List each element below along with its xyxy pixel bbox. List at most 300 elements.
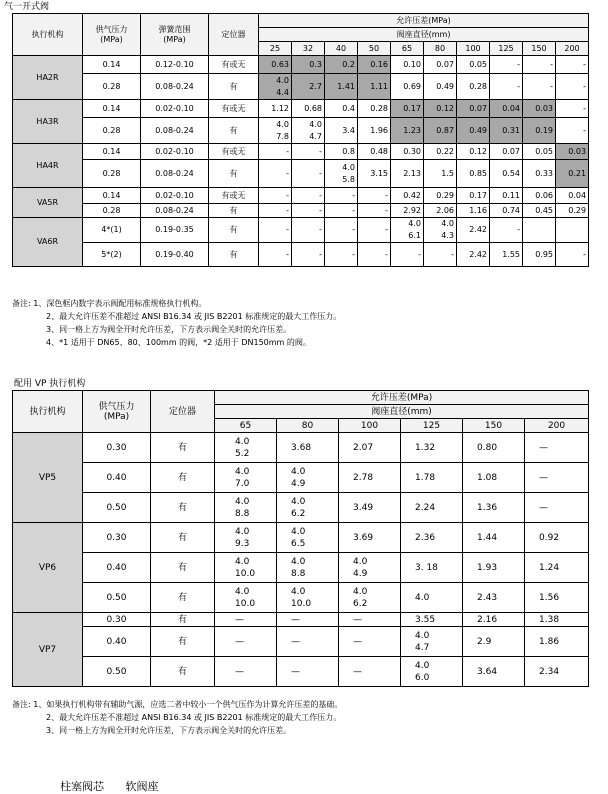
vp-value: — bbox=[235, 636, 244, 647]
value: 0.30 bbox=[403, 146, 421, 156]
vp-value-closed: 6.5 bbox=[291, 538, 306, 549]
positioner-cell bbox=[209, 144, 259, 160]
supply-cell-text: 0.28 bbox=[102, 205, 121, 215]
vp-value-cell bbox=[277, 493, 339, 523]
value-cell bbox=[490, 160, 523, 188]
table-air-open bbox=[12, 13, 589, 267]
value-cell bbox=[556, 160, 589, 188]
value-cell bbox=[523, 243, 556, 267]
vp-diameter-label: 125 bbox=[422, 420, 441, 431]
value: - bbox=[286, 225, 289, 234]
value-cell bbox=[292, 204, 325, 218]
value-cell bbox=[292, 160, 325, 188]
vp-value-cell bbox=[401, 657, 463, 687]
value-cell bbox=[523, 74, 556, 100]
value-cell bbox=[259, 74, 292, 100]
value: 0.95 bbox=[535, 249, 553, 259]
value: - bbox=[451, 249, 454, 259]
supply-cell-text: 0.28 bbox=[102, 125, 121, 135]
vp-value-cell bbox=[215, 493, 277, 523]
value: 0.07 bbox=[469, 103, 487, 113]
vp-value: — bbox=[291, 636, 300, 647]
vp-supply-cell bbox=[83, 553, 151, 583]
footer-plunger-core: 柱塞阀芯 bbox=[60, 780, 104, 793]
value-cell bbox=[556, 144, 589, 160]
spring-cell-text: 0.12-0.10 bbox=[155, 59, 194, 69]
header-actuator-label: 执行机构 bbox=[31, 29, 64, 39]
vp-value-open: 4.0 bbox=[291, 586, 306, 597]
vp-value: — bbox=[353, 614, 362, 625]
value-cell bbox=[424, 243, 457, 267]
vp-value-cell bbox=[401, 493, 463, 523]
vp-supply-cell bbox=[83, 463, 151, 493]
supply-cell-text: 5*(2) bbox=[101, 249, 122, 259]
supply-cell bbox=[83, 100, 141, 118]
vp-value-cell bbox=[463, 627, 525, 657]
actuator-label: VA5R bbox=[36, 197, 59, 207]
vp-value-cell bbox=[215, 613, 277, 627]
vp-actuator-cell bbox=[13, 523, 83, 613]
value-cell bbox=[292, 74, 325, 100]
note-line: 备注: 1、深色框内数字表示阀配用标准规格执行机构。 bbox=[12, 299, 207, 308]
vp-value-cell bbox=[277, 657, 339, 687]
vp-value-cell bbox=[215, 463, 277, 493]
vp-value-cell bbox=[401, 523, 463, 553]
actuator-label: HA4R bbox=[36, 160, 59, 170]
value-cell bbox=[424, 118, 457, 144]
value: 1.41 bbox=[337, 81, 355, 91]
value: 0.31 bbox=[502, 125, 520, 135]
actuator-cell bbox=[13, 100, 83, 144]
header-diameter bbox=[490, 42, 523, 56]
value: 0.63 bbox=[271, 59, 289, 69]
positioner-cell bbox=[209, 243, 259, 267]
value: - bbox=[385, 205, 388, 215]
vp-value-cell bbox=[463, 463, 525, 493]
vp-value: 4.0 bbox=[415, 592, 430, 603]
spring-cell-text: 0.02-0.10 bbox=[155, 103, 194, 113]
value: - bbox=[286, 249, 289, 259]
spring-cell bbox=[141, 100, 209, 118]
value: 0.2 bbox=[342, 59, 355, 69]
vp-value: — bbox=[353, 666, 362, 677]
value-cell bbox=[490, 204, 523, 218]
section1-title: 气一开式阀 bbox=[4, 2, 50, 12]
vp-value: 2.9 bbox=[477, 636, 492, 647]
vp-value: 3.55 bbox=[415, 614, 436, 625]
spring-cell-text: 0.08-0.24 bbox=[155, 205, 194, 215]
value: 2.92 bbox=[403, 205, 421, 215]
value: - bbox=[352, 225, 355, 234]
value-open: 4.0 bbox=[276, 75, 289, 85]
value-cell bbox=[358, 144, 391, 160]
value-closed: 5.8 bbox=[342, 174, 355, 184]
value-cell bbox=[424, 218, 457, 243]
vp-value-closed: 7.0 bbox=[235, 478, 250, 489]
vp-header-positioner-label: 定位器 bbox=[168, 406, 196, 417]
value-cell bbox=[457, 188, 490, 204]
value-cell bbox=[424, 160, 457, 188]
value-cell bbox=[490, 144, 523, 160]
value-closed: 7.8 bbox=[276, 131, 289, 141]
vp-value-cell bbox=[463, 583, 525, 613]
vp-supply-cell bbox=[83, 583, 151, 613]
value-cell bbox=[523, 118, 556, 144]
value-cell bbox=[391, 74, 424, 100]
actuator-cell bbox=[13, 188, 83, 218]
vp-value-open: 4.0 bbox=[415, 660, 430, 671]
header-spring bbox=[141, 14, 209, 56]
vp-supply-cell-text: 0.50 bbox=[106, 502, 127, 513]
vp-header-diameter bbox=[215, 419, 277, 433]
value-cell bbox=[457, 100, 490, 118]
vp-value-cell bbox=[277, 583, 339, 613]
value-cell bbox=[556, 218, 589, 243]
value-open: 4.0 bbox=[309, 119, 322, 129]
value: 0.69 bbox=[403, 81, 421, 91]
vp-value-cell bbox=[525, 627, 589, 657]
vp-positioner-cell bbox=[151, 553, 215, 583]
supply-cell bbox=[83, 56, 141, 74]
vp-header-diameter bbox=[463, 419, 525, 433]
vp-value-closed: 10.0 bbox=[291, 598, 312, 609]
value-cell bbox=[391, 218, 424, 243]
vp-value: 3. 18 bbox=[415, 562, 438, 573]
value-closed: 4.7 bbox=[309, 131, 322, 141]
value-cell bbox=[325, 74, 358, 100]
positioner-cell bbox=[209, 204, 259, 218]
vp-value: 1.86 bbox=[539, 636, 560, 647]
value: - bbox=[517, 81, 520, 91]
vp-value-cell bbox=[525, 433, 589, 463]
header-diameter bbox=[424, 42, 457, 56]
vp-positioner-cell bbox=[151, 583, 215, 613]
vp-value-open: 4.0 bbox=[353, 556, 368, 567]
value-cell bbox=[391, 243, 424, 267]
value-cell bbox=[457, 243, 490, 267]
value-cell bbox=[259, 218, 292, 243]
vp-value: 0.92 bbox=[539, 532, 560, 543]
value: 0.05 bbox=[469, 59, 487, 69]
value-cell bbox=[292, 118, 325, 144]
vp-value-cell bbox=[339, 493, 401, 523]
diameter-label: 80 bbox=[434, 43, 446, 53]
vp-value-cell bbox=[401, 553, 463, 583]
diameter-label: 125 bbox=[498, 43, 514, 53]
vp-positioner-cell bbox=[151, 627, 215, 657]
vp-value-open: 4.0 bbox=[235, 586, 250, 597]
value-cell bbox=[556, 118, 589, 144]
footer bbox=[60, 780, 177, 794]
header-diameter bbox=[523, 42, 556, 56]
positioner-cell bbox=[209, 188, 259, 204]
value-cell bbox=[358, 100, 391, 118]
value-cell bbox=[391, 118, 424, 144]
vp-value-cell bbox=[525, 583, 589, 613]
value-cell bbox=[523, 160, 556, 188]
value-cell bbox=[424, 188, 457, 204]
value: 0.17 bbox=[469, 190, 487, 200]
vp-value-cell bbox=[401, 463, 463, 493]
diameter-label: 40 bbox=[335, 43, 347, 53]
vp-value-cell bbox=[401, 627, 463, 657]
value: - bbox=[385, 225, 388, 234]
value: - bbox=[583, 249, 587, 259]
value-cell bbox=[391, 100, 424, 118]
supply-cell bbox=[83, 118, 141, 144]
value: 0.21 bbox=[568, 168, 587, 178]
vp-header-supply-unit: (MPa) bbox=[103, 411, 130, 422]
value-cell bbox=[292, 144, 325, 160]
vp-value: 1.38 bbox=[539, 614, 560, 625]
vp-header-seat-diameter-label: 阀座直径(mm) bbox=[371, 406, 432, 417]
vp-value-cell bbox=[463, 493, 525, 523]
value-cell bbox=[490, 188, 523, 204]
vp-value-closed: 6.0 bbox=[415, 672, 430, 683]
value: 0.10 bbox=[403, 59, 421, 69]
value: - bbox=[385, 249, 388, 259]
value-closed: 4.3 bbox=[441, 231, 454, 240]
value-cell bbox=[259, 243, 292, 267]
positioner-cell-text: 有或无 bbox=[221, 190, 246, 200]
value: 0.12 bbox=[469, 146, 487, 156]
vp-value-cell bbox=[401, 433, 463, 463]
vp-supply-cell bbox=[83, 657, 151, 687]
diameter-label: 200 bbox=[564, 43, 580, 53]
value: 0.42 bbox=[403, 190, 421, 200]
positioner-cell-text: 有或无 bbox=[221, 103, 246, 113]
note-line: 2、最大允许压差不准超过 ANSI B16.34 或 JIS B2201 标准规定的最大工作压力。 bbox=[46, 312, 342, 321]
supply-cell-text: 0.14 bbox=[102, 59, 121, 69]
vp-value-cell bbox=[215, 627, 277, 657]
value: - bbox=[418, 249, 421, 259]
value-cell bbox=[457, 118, 490, 144]
value-cell bbox=[457, 144, 490, 160]
section2-title: 配用 VP 执行机构 bbox=[14, 379, 86, 389]
vp-value-open: 4.0 bbox=[235, 496, 250, 507]
value: 0.16 bbox=[370, 59, 388, 69]
vp-value-cell bbox=[525, 523, 589, 553]
value: - bbox=[286, 146, 289, 156]
vp-value-cell bbox=[525, 493, 589, 523]
spring-cell-text: 0.08-0.24 bbox=[155, 168, 194, 178]
spring-cell bbox=[141, 74, 209, 100]
positioner-cell bbox=[209, 74, 259, 100]
value-cell bbox=[490, 243, 523, 267]
positioner-cell-text: 有或无 bbox=[221, 59, 246, 69]
vp-header-allowable-diff-label: 允许压差(MPa) bbox=[370, 392, 433, 403]
header-seat-diameter-label: 阀座直径(mm) bbox=[396, 29, 451, 39]
positioner-cell bbox=[209, 118, 259, 144]
spring-cell bbox=[141, 188, 209, 204]
vp-positioner-cell-text: 有 bbox=[177, 472, 187, 483]
vp-supply-cell bbox=[83, 523, 151, 553]
value: 0.68 bbox=[304, 103, 322, 113]
table-vp-actuator bbox=[12, 390, 589, 687]
value: 0.06 bbox=[535, 190, 553, 200]
value: - bbox=[286, 168, 289, 178]
value-cell bbox=[391, 204, 424, 218]
value: 1.96 bbox=[370, 125, 388, 135]
vp-value-open: 4.0 bbox=[235, 436, 250, 447]
value-cell bbox=[259, 160, 292, 188]
vp-value-cell bbox=[215, 657, 277, 687]
vp-value-closed: 6.2 bbox=[291, 508, 306, 519]
vp-value-open: 4.0 bbox=[291, 496, 306, 507]
vp-value-cell bbox=[339, 433, 401, 463]
vp-value-cell bbox=[277, 523, 339, 553]
vp-value-cell bbox=[215, 523, 277, 553]
value: 0.3 bbox=[309, 59, 322, 69]
vp-value-cell bbox=[463, 523, 525, 553]
supply-cell-text: 0.14 bbox=[102, 146, 121, 156]
value: 0.33 bbox=[535, 168, 553, 178]
value-closed: 6.1 bbox=[408, 231, 421, 240]
vp-value: 3.49 bbox=[353, 502, 374, 513]
vp-positioner-cell-text: 有 bbox=[177, 666, 187, 677]
positioner-cell bbox=[209, 218, 259, 243]
vp-header-diameter bbox=[401, 419, 463, 433]
header-diameter bbox=[358, 42, 391, 56]
value-cell bbox=[490, 100, 523, 118]
header-spring-unit: (MPa) bbox=[163, 34, 186, 44]
vp-supply-cell-text: 0.40 bbox=[106, 472, 127, 483]
vp-value: 2.36 bbox=[415, 532, 436, 543]
vp-value: 3.69 bbox=[353, 532, 374, 543]
value-cell bbox=[325, 100, 358, 118]
vp-value: 2.16 bbox=[477, 614, 498, 625]
positioner-cell-text: 有 bbox=[229, 205, 238, 215]
value: - bbox=[352, 249, 355, 259]
vp-value-closed: 6.2 bbox=[353, 598, 368, 609]
vp-value: 1.08 bbox=[477, 472, 498, 483]
value: 0.49 bbox=[469, 125, 487, 135]
vp-value-closed: 8.8 bbox=[291, 568, 306, 579]
value-cell bbox=[556, 243, 589, 267]
value-cell bbox=[523, 56, 556, 74]
value: 0.28 bbox=[469, 81, 487, 91]
vp-value-open: 4.0 bbox=[235, 466, 250, 477]
value-cell bbox=[358, 204, 391, 218]
vp-diameter-label: 80 bbox=[301, 420, 314, 431]
vp-header-supply bbox=[83, 391, 151, 433]
value: 2.7 bbox=[309, 81, 322, 91]
value-cell bbox=[358, 218, 391, 243]
vp-value-cell bbox=[277, 627, 339, 657]
vp-value: — bbox=[291, 666, 300, 677]
positioner-cell bbox=[209, 160, 259, 188]
value-cell bbox=[490, 218, 523, 243]
supply-cell-text: 4*(1) bbox=[101, 225, 122, 234]
value-cell bbox=[391, 56, 424, 74]
vp-positioner-cell-text: 有 bbox=[177, 562, 187, 573]
value: 0.49 bbox=[436, 81, 454, 91]
value: - bbox=[319, 205, 322, 215]
value: - bbox=[550, 59, 553, 69]
vp-value-cell bbox=[277, 463, 339, 493]
header-diameter bbox=[391, 42, 424, 56]
value: 0.28 bbox=[370, 103, 388, 113]
vp-value: 1.78 bbox=[415, 472, 436, 483]
vp-positioner-cell-text: 有 bbox=[177, 636, 187, 647]
value-cell bbox=[457, 74, 490, 100]
diameter-label: 25 bbox=[269, 43, 281, 53]
value-cell bbox=[457, 218, 490, 243]
value-cell bbox=[325, 144, 358, 160]
vp-value: 1.36 bbox=[477, 502, 498, 513]
vp-value-cell bbox=[215, 433, 277, 463]
vp-value-closed: 4.9 bbox=[291, 478, 306, 489]
vp-supply-cell-text: 0.50 bbox=[106, 666, 127, 677]
supply-cell bbox=[83, 204, 141, 218]
vp-positioner-cell bbox=[151, 493, 215, 523]
vp-value: 1.24 bbox=[539, 562, 560, 573]
spring-cell-text: 0.19-0.35 bbox=[155, 225, 194, 234]
vp-value: — bbox=[539, 472, 548, 483]
header-diameter bbox=[292, 42, 325, 56]
actuator-label: HA3R bbox=[36, 116, 59, 126]
positioner-cell-text: 有 bbox=[229, 81, 238, 91]
value: 1.23 bbox=[403, 125, 421, 135]
spring-cell bbox=[141, 243, 209, 267]
diameter-label: 65 bbox=[401, 43, 413, 53]
value: 0.87 bbox=[436, 125, 454, 135]
header-supply bbox=[83, 14, 141, 56]
supply-cell bbox=[83, 188, 141, 204]
value-cell bbox=[424, 56, 457, 74]
vp-diameter-label: 150 bbox=[484, 420, 503, 431]
footer-soft-seat: 软阀座 bbox=[125, 780, 159, 793]
vp-actuator-label: VP7 bbox=[38, 644, 57, 655]
spring-cell-text: 0.08-0.24 bbox=[155, 81, 194, 91]
vp-value: — bbox=[291, 614, 300, 625]
vp-value: — bbox=[235, 614, 244, 625]
value: 0.11 bbox=[502, 190, 520, 200]
vp-positioner-cell-text: 有 bbox=[177, 502, 187, 513]
value-cell bbox=[325, 218, 358, 243]
value-cell bbox=[523, 218, 556, 243]
value: 2.13 bbox=[403, 168, 421, 178]
vp-value: 0.80 bbox=[477, 442, 498, 453]
value: - bbox=[319, 146, 322, 156]
value: 3.4 bbox=[342, 125, 355, 135]
vp-actuator-label: VP6 bbox=[38, 562, 57, 573]
vp-value: 2.07 bbox=[353, 442, 374, 453]
value-cell bbox=[325, 118, 358, 144]
vp-value-cell bbox=[525, 657, 589, 687]
vp-supply-cell-text: 0.30 bbox=[106, 532, 127, 543]
vp-value-open: 4.0 bbox=[291, 556, 306, 567]
value-cell bbox=[457, 204, 490, 218]
value-cell bbox=[259, 100, 292, 118]
note-line: 4、*1 适用于 DN65、80、100mm 的阀，*2 适用于 DN150mm 的阀。 bbox=[46, 338, 311, 347]
vp-header-diameter bbox=[525, 419, 589, 433]
supply-cell bbox=[83, 144, 141, 160]
value: 0.4 bbox=[342, 103, 355, 113]
value: 0.04 bbox=[568, 190, 587, 200]
value: - bbox=[319, 168, 322, 178]
vp-value-cell bbox=[401, 583, 463, 613]
value-cell bbox=[424, 204, 457, 218]
value-open: 4.0 bbox=[342, 162, 355, 172]
value: 0.03 bbox=[568, 146, 587, 156]
vp-actuator-label: VP5 bbox=[38, 472, 57, 483]
positioner-cell-text: 有 bbox=[229, 249, 238, 259]
vp-value-closed: 4.7 bbox=[415, 642, 430, 653]
vp-value-cell bbox=[339, 463, 401, 493]
value: 0.54 bbox=[502, 168, 520, 178]
vp-positioner-cell-text: 有 bbox=[177, 614, 187, 625]
